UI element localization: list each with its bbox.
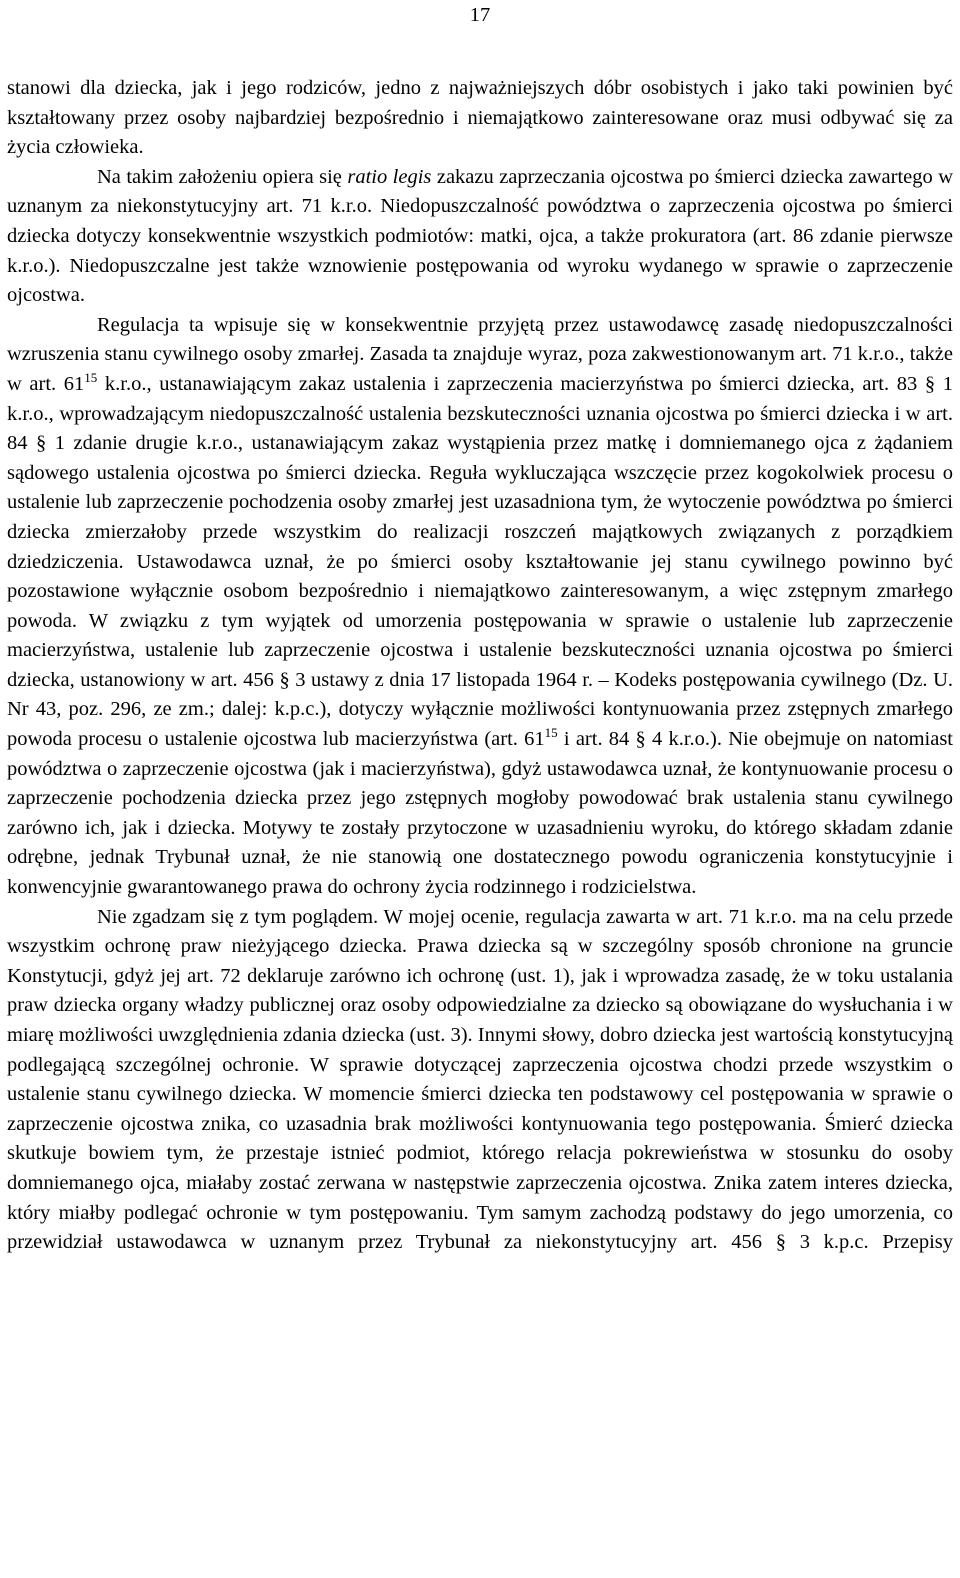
text-run: zakazu zaprzeczania ojcostwa po śmierci dziecka zawartego w uznanym za niekonstytucyjny art. 71 k.r.o. Niedopuszczalność powództwa o zaprzeczenia ojcostwa po śmierci dziecka dotyczy konsekwentnie wszystkich podmiotów: matki, ojca, a także prokuratora (art. 86 zdanie pierwsze k.r.o.). Niedopuszczalne jest także wznowienie postępowania od wyroku wydanego w sprawie o zaprzeczenie ojcostwa. xyxy=(7,165,954,307)
text-run: k.r.o., ustanawiającym zakaz ustalenia i zaprzeczenia macierzyństwa po śmierci dziecka, art. 83 § 1 k.r.o., wprowadzającym niedopuszczalność ustalenia bezskuteczności uznania ojcostwa po śmierci dziecka i w art. 84 § 1 zdanie drugie k.r.o., ustanawiającym zakaz wystąpienia przez matkę i domniemanego ojca z żądaniem sądowego ustalenia ojcostwa po śmierci dziecka. Reguła wykluczająca wszczęcie przez kogokolwiek procesu o ustalenie lub zaprzeczenie pochodzenia osoby zmarłej jest uzasadniona tym, że wytoczenie powództwa po śmierci dziecka zmierzałoby przede wszystkim do realizacji roszczeń majątkowych związanych z porządkiem dziedziczenia. Ustawodawca uznał, że po śmierci osoby kształtowanie jej stanu cywilnego powinno być pozostawione wyłącznie osobom bezpośrednio i niemajątkowo zainteresowanym, a więc zstępnym zmarłego powoda. W związku z tym wyjątek od umorzenia postępowania w sprawie o ustalenie lub zaprzeczenie macierzyństwa, ustalenie lub zaprzeczenie ojcostwa i ustalenie bezskuteczności uznania ojcostwa po śmierci dziecka, ustanowiony w art. 456 § 3 ustawy z dnia 17 listopada 1964 r. – Kodeks postępowania cywilnego (Dz. U. Nr 43, poz. 296, ze zm.; dalej: k.p.c.), dotyczy wyłącznie możliwości kontynuowania przez zstępnych zmarłego powoda procesu o ustalenie ojcostwa lub macierzyństwa (art. 61 xyxy=(7,372,953,751)
document-body xyxy=(7,74,953,1258)
paragraph xyxy=(7,903,953,1258)
text-run: Na takim założeniu opiera się xyxy=(97,165,348,188)
superscript: 15 xyxy=(544,725,558,741)
paragraph xyxy=(7,163,953,311)
superscript: 15 xyxy=(84,370,98,386)
text-run: stanowi dla dziecka, jak i jego rodziców, jedno z najważniejszych dóbr osobistych i jako taki powinien być kształtowany przez osoby najbardziej bezpośrednio i niemajątkowo zainteresowane oraz musi odbywać się za życia człowieka. xyxy=(7,77,953,159)
text-run: i art. 84 § 4 k.r.o.). Nie obejmuje on natomiast powództwa o zaprzeczenie ojcostwa (jak i macierzyństwa), gdyż ustawodawca uznał, że kontynuowanie procesu o zaprzeczenie pochodzenia dziecka przez jego zstępnych mogłoby powodować brak ustalenia stanu cywilnego zarówno ich, jak i dziecka. Motywy te zostały przytoczone w uzasadnieniu wyroku, do którego składam zdanie odrębne, jednak Trybunał uznał, że nie stanowią one dostatecznego powodu ograniczenia konstytucyjnie i konwencyjnie gwarantowanego prawa do ochrony życia rodzinnego i rodzicielstwa. xyxy=(7,728,953,899)
paragraph xyxy=(7,311,953,903)
italic-term: ratio legis xyxy=(347,165,432,188)
page-number: 17 xyxy=(469,4,491,26)
text-run: Nie zgadzam się z tym poglądem. W mojej ocenie, regulacja zawarta w art. 71 k.r.o. ma na celu przede wszystkim ochronę praw nieżyjącego dziecka. Prawa dziecka są w szczególny sposób chronione na gruncie Konstytucji, gdyż jej art. 72 deklaruje zarówno ich ochronę (ust. 1), jak i wprowadza zasadę, że w toku ustalania praw dziecka organy władzy publicznej oraz osoby odpowiedzialne za dziecko są obowiązane do wysłuchania i w miarę możliwości uwzględnienia zdania dziecka (ust. 3). Innymi słowy, dobro dziecka jest wartością konstytucyjną podlegającą szczególnej ochronie. W sprawie dotyczącej zaprzeczenia ojcostwa chodzi przede wszystkim o ustalenie stanu cywilnego dziecka. W momencie śmierci dziecka ten podstawowy cel postępowania w sprawie o zaprzeczenie ojcostwa znika, co uzasadnia brak możliwości kontynuowania tego postępowania. Śmierć dziecka skutkuje bowiem tym, że przestaje istnieć podmiot, którego relacja pokrewieństwa w stosunku do osoby domniemanego ojca, miałaby zostać zerwana w następstwie zaprzeczenia ojcostwa. Znika zatem interes dziecka, który miałby podlegać ochronie w tym postępowaniu. Tym samym zachodzą podstawy do jego umorzenia, co przewidział ustawodawca w uznanym przez Trybunał za niekonstytucyjny art. 456 § 3 k.p.c. Przepisy xyxy=(7,905,953,1254)
text-run: Regulacja ta wpisuje się w konsekwentnie przyjętą przez ustawodawcę zasadę niedopuszczalności wzruszenia stanu cywilnego osoby zmarłej. Zasada ta znajduje wyraz, poza zakwestionowanym art. 71 k.r.o., także w art. 61 xyxy=(7,313,953,395)
paragraph xyxy=(7,74,953,163)
